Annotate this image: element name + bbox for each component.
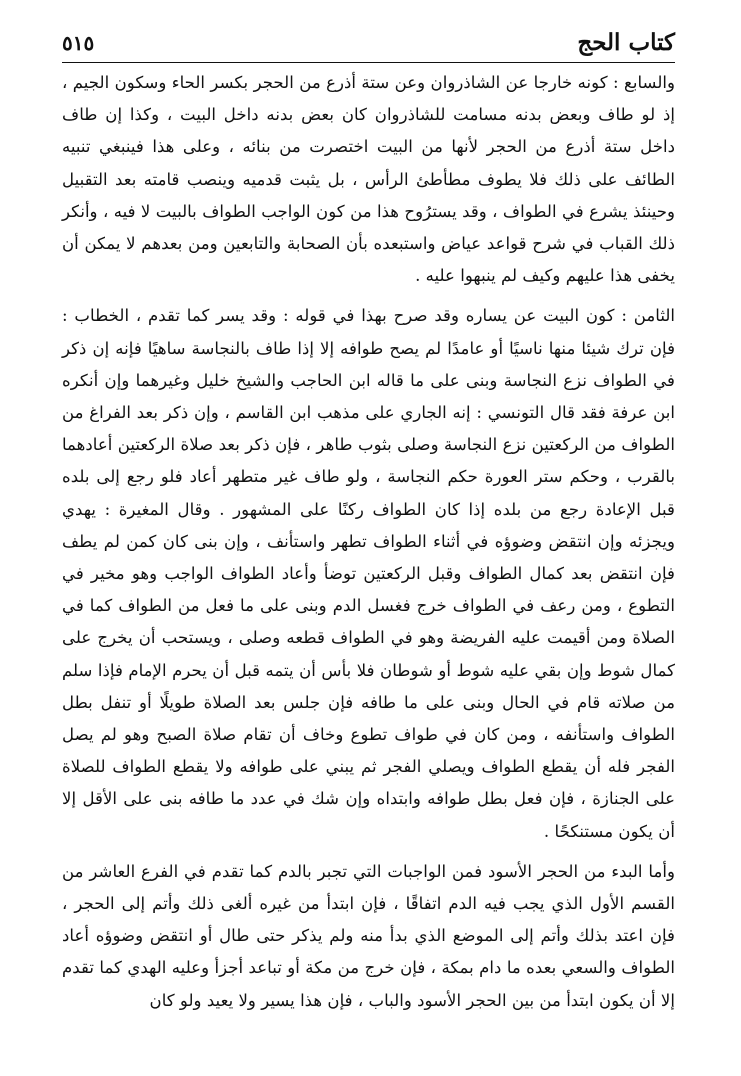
paragraph-black-stone-start: وأما البدء من الحجر الأسود فمن الواجبات التي تجبر بالدم كما تقدم في الفرع العاشر من القسم الأول الذي يجب فيه الدم اتفاقًا ، فإن ابتدأ من غيره ألغى ذلك وأتم إلى الحجر ، فإن اعتد بذلك وأتم إلى الموضع الذي بدأ منه ولم يذكر حتى طال أو انتقض وضوؤه أعاد الطواف والسعي بعده ما دام بمكة ، فإن خرج من مكة أو تباعد أجزأ وعليه الهدي كما تقدم إلا أن يكون ابتدأ من بين الحجر الأسود والباب ، فإن هذا يسير ولا يعيد ولو كان: [62, 861, 675, 1010]
page-body: [62, 67, 675, 1017]
page-number: ٥١٥: [62, 31, 95, 55]
paragraph-eighth-condition: الثامن : كون البيت عن يساره وقد صرح بهذا في قوله : وقد يسر كما تقدم ، الخطاب : فإن ترك شيئا منها ناسيًا أو عامدًا لم يصح طوافه إلا إذا طاف بالنجاسة ساهيًا فإنه إن ذكر في الطواف نزع النجاسة وبنى على ما قاله ابن الحاجب والشيخ خليل وغيرهما وإن أنكره ابن عرفة فقد قال التونسي : إنه الجاري على مذهب ابن القاسم ، وإن ذكر بعد الفراغ من الطواف من الركعتين نزع النجاسة وصلى بثوب طاهر ، فإن ذكر بعد صلاة الركعتين أعادهما بالقرب ، وحكم ستر العورة حكم النجاسة ، ولو طاف غير متطهر أعاد فلو رجع إلى بلده قبل الإعادة رجع من بلده إذا كان الطواف ركنًا على المشهور . وقال المغيرة : يهدي ويجزئه وإن انتقض وضوؤه في أثناء الطواف تطهر واستأنف ، وإن بنى كان كمن لم يطف فإن انتقض بعد كمال الطواف وقبل الركعتين توضأ وأعاد الطواف الواجب وهو مخير في التطوع ، ومن رعف في الطواف خرج فغسل الدم وبنى على ما فعل من الطواف كما في الصلاة ومن أقيمت عليه الفريضة وهو في الطواف قطعه وصلى ، ويستحب أن يخرج على كمال شوط وإن بقي عليه شوط أو شوطان فلا بأس أن يتمه قبل أن يحرم الإمام فإذا سلم من صلاته قام في الحال وبنى على ما طافه فإن جلس بعد الصلاة طويلًا أو تنفل بطل الطواف واستأنفه ، ومن كان في طواف تطوع وخاف أن تقام صلاة الصبح وهو لم يصل الفجر فله أن يقطع الطواف ويصلي الفجر ثم يبني على طوافه ولا يقطع الطواف للصلاة على الجنازة ، فإن فعل بطل طوافه وابتداه وإن شك في عدد ما طافه بنى على الأقل إلا أن يكون مستنكحًا .: [62, 306, 675, 841]
paragraph-seventh-condition: والسابع : كونه خارجا عن الشاذروان وعن ستة أذرع من الحجر بكسر الحاء وسكون الجيم ، إذ لو طاف وبعض بدنه مسامت للشاذروان كان بعض بدنه داخل البيت ، وكذا إن طاف داخل ستة أذرع من الحجر لأنها من البيت اختصرت من بنائه ، وعلى هذا فينبغي تنبيه الطائف على ذلك فلا يطوف مطأطئ الرأس ، بل يثبت قدميه وينصب قامته بعد التقبيل وحينئذ يشرع في الطواف ، وقد يسترُوح هذا من كون الواجب الطواف بالبيت لا فيه ، وأنكر ذلك القباب في شرح قواعد عياض واستبعده بأن الصحابة والتابعين ومن بعدهم لا يمكن أن يخفى هذا عليهم وكيف لم ينبهوا عليه .: [62, 73, 675, 286]
running-title: كتاب الحج: [577, 29, 675, 56]
page-header: [62, 28, 675, 63]
